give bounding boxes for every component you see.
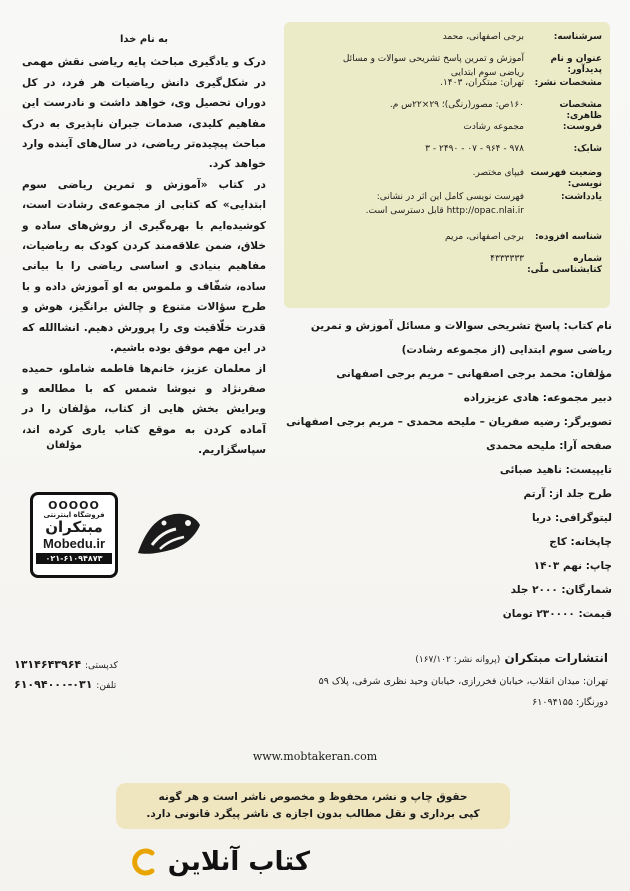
cip-value-line: فیپای مختصر. — [472, 168, 524, 178]
cip-label: فروست: — [562, 122, 602, 132]
telephone — [14, 678, 116, 691]
cip-value-line: برجی اصفهانی، مریم — [444, 232, 524, 242]
cip-value-line: تهران: مبتکران، ۱۴۰۳. — [440, 78, 524, 88]
mobedu-url: Mobedu.ir — [42, 536, 106, 551]
cip-value — [284, 232, 524, 250]
copyright-notice — [116, 783, 510, 829]
cip-box — [284, 22, 610, 308]
book-info-line: چاپخانه: کاج — [549, 536, 612, 548]
mobedu-subtitle: فروشگاه اینترنتی — [43, 511, 105, 519]
ketab-online-logo — [60, 840, 310, 884]
cip-row — [284, 100, 602, 121]
book-info-line: مؤلفان: محمد برجی اصفهانی – مریم برجی اصفهانی — [336, 368, 612, 380]
cip-value — [284, 144, 524, 162]
cip-value — [284, 78, 524, 96]
intro-title: به نام خدا — [119, 34, 169, 45]
cip-label: شابک: — [573, 144, 602, 154]
book-info-line: چاپ: نهم ۱۴۰۳ — [533, 560, 612, 572]
mobtakeran-logo — [130, 505, 208, 565]
website-link[interactable]: www.mobtakeran.com — [252, 750, 378, 763]
cip-value-line: ۴۳۳۳۳۳۳ — [490, 254, 524, 264]
cip-value-line: مجموعه رشادت — [463, 122, 524, 132]
cip-row — [284, 54, 602, 78]
cip-value — [284, 54, 524, 78]
mobedu-phone: ۰۲۱-۶۱۰۹۴۸۷۳ — [36, 553, 112, 564]
intro-paragraph: از معلمان عزیز، خانم‌ها فاطمه شاملو، حمیده صفرنژاد و نیوشا شمس که با مطالعه و ویرایش بخش هایی از کتاب، مؤلفان را در آماده کردن به موقع کتاب یاری کرده اند، سپاسگزاریم. — [22, 362, 266, 457]
book-info-line: نام کتاب: پاسخ تشریحی سوالات و مسائل آموزش و تمرین — [310, 320, 612, 332]
cip-value-line: ۹۷۸ - ۹۶۴ - ۰۷ - ۲۴۹۰ - ۳ — [425, 144, 524, 154]
cip-row — [284, 254, 602, 275]
book-info-line: دبیر مجموعه: هادی عزیزراده — [463, 392, 612, 404]
mobedu-logo-mark: OOOOO — [48, 499, 100, 512]
cip-row — [284, 78, 602, 96]
postal-label: کدپستی: — [84, 661, 118, 671]
cip-value — [284, 254, 524, 272]
fax-value: ۶۱۰۹۴۱۵۵ — [532, 697, 573, 708]
cip-value — [284, 168, 524, 186]
cip-label: شناسه افزوده: — [534, 232, 602, 242]
book-info-line: تصویرگر: رضیه صفریان – ملیحه محمدی – مریم برجی اصفهانی — [286, 416, 612, 428]
copyright-line: کپی برداری و نقل مطالب بدون اجازه ی ناشر پیگرد قانونی دارد. — [146, 808, 480, 820]
publisher-address: تهران: میدان انقلاب، خیابان فخررازی، خیابان وحید نظری شرقی، پلاک ۵۹ — [318, 676, 608, 687]
book-info-line: قیمت: ۲۳۰۰۰۰ تومان — [502, 608, 612, 620]
cip-value-line: ۱۶۰ص: مصور(رنگی)؛ ۲۹×۲۲س م. — [389, 100, 524, 110]
book-info-line: صفحه آرا: ملیحه محمدی — [486, 440, 612, 452]
cip-label: عنوان و نام پدیدآور: — [550, 54, 602, 75]
cip-row — [284, 122, 602, 140]
cip-label: وضعیت فهرست نویسی: — [530, 168, 602, 189]
cip-value-line: فهرست نویسی کامل این اثر در نشانی: — [376, 192, 524, 202]
cip-value-line: ریاضی سوم ابتدایی — [450, 68, 524, 78]
cip-value — [284, 100, 524, 118]
cip-label: یادداشت: — [560, 192, 602, 202]
intro-paragraph: در کتاب «آموزش و تمرین ریاضی سوم ابتدایی» که کتابی از مجموعه‌ی رشادت است، کوشیده‌ایم با بهره‌گیری از روش‌های ساده و خلاق، ضمن علاقه‌مند کردن کودک به ریاضیات، مفاهیم بنیادی و اساسی ریاضی را با بیانی ساده، شفّاف و ملموس به او آموزش داده و با طرح سؤالات متنوع و چالش برانگیز، هوش و قدرت خلّاقیت وی را پرورش دهیم. انشاالله که در این مهم موفق بوده باشیم. — [22, 178, 266, 355]
cip-value — [284, 32, 524, 50]
copyright-line: حقوق چاپ و نشر، محفوظ و مخصوص ناشر است و هر گونه — [158, 791, 468, 803]
cip-value — [284, 192, 524, 216]
cip-value — [284, 122, 524, 140]
cip-label: مشخصات ظاهری: — [559, 100, 602, 121]
cip-label: سرشناسه: — [553, 32, 602, 42]
mobedu-logo — [30, 492, 118, 578]
cip-row — [284, 144, 602, 162]
postal-code — [14, 658, 118, 671]
cip-value-line: آموزش و تمرین پاسخ تشریحی سوالات و مسائل — [342, 54, 524, 64]
publisher-license: (پروانه نشر: ۱۶۷/۱۰۲) — [415, 655, 501, 665]
book-info-line: شمارگان: ۲۰۰۰ جلد — [510, 584, 612, 596]
cip-label: مشخصات نشر: — [534, 78, 602, 88]
ketab-online-icon — [130, 847, 160, 877]
cip-row — [284, 232, 602, 250]
cip-label: شماره کتابشناسی ملّی: — [527, 254, 602, 275]
cip-row — [284, 32, 602, 50]
cip-row — [284, 168, 602, 189]
cip-value-line: http://opac.nlai.ir قابل دسترسی است. — [365, 206, 524, 216]
book-info-line: طرح جلد از: آرتم — [523, 488, 612, 500]
cip-row — [284, 192, 602, 216]
mobedu-name: مبتکران — [45, 518, 103, 536]
book-info-line: لیتوگرافی: دریا — [531, 512, 612, 524]
ketab-online-text: کتاب آنلاین — [167, 847, 310, 877]
authors-signature: مؤلفان — [46, 440, 82, 451]
fax-label: دورنگار: — [576, 697, 608, 708]
publisher-title: انتشارات مبتکران — [504, 651, 608, 665]
cip-value-line: برجی اصفهانی، محمد — [442, 32, 524, 42]
postal-value: ۱۳۱۴۶۴۳۹۶۴ — [14, 658, 82, 671]
intro-paragraph: درک و یادگیری مباحث پایه ریاضی نقش مهمی در شکل‌گیری دانش ریاضیات هر فرد، در کل دوران تحصیل وی، خواهد داشت و نادرست این مفاهیم کلیدی، صدمات جبران ناپذیری به درک مباحث پیچیده‌تر ریاضی، در سال‌های آینده وارد خواهد کرد. — [22, 56, 266, 171]
tel-label: تلفن: — [96, 681, 117, 691]
book-info-line: ریاضی سوم ابتدایی (از مجموعه رشادت) — [401, 344, 612, 356]
publisher-name — [415, 651, 608, 665]
tel-value: ۰۳۱-۶۱۰۹۴۰۰۰ — [14, 678, 93, 691]
intro-text — [22, 30, 266, 461]
book-info-line: تایپیست: ناهید صبائی — [499, 464, 612, 476]
publisher-fax — [532, 697, 608, 708]
